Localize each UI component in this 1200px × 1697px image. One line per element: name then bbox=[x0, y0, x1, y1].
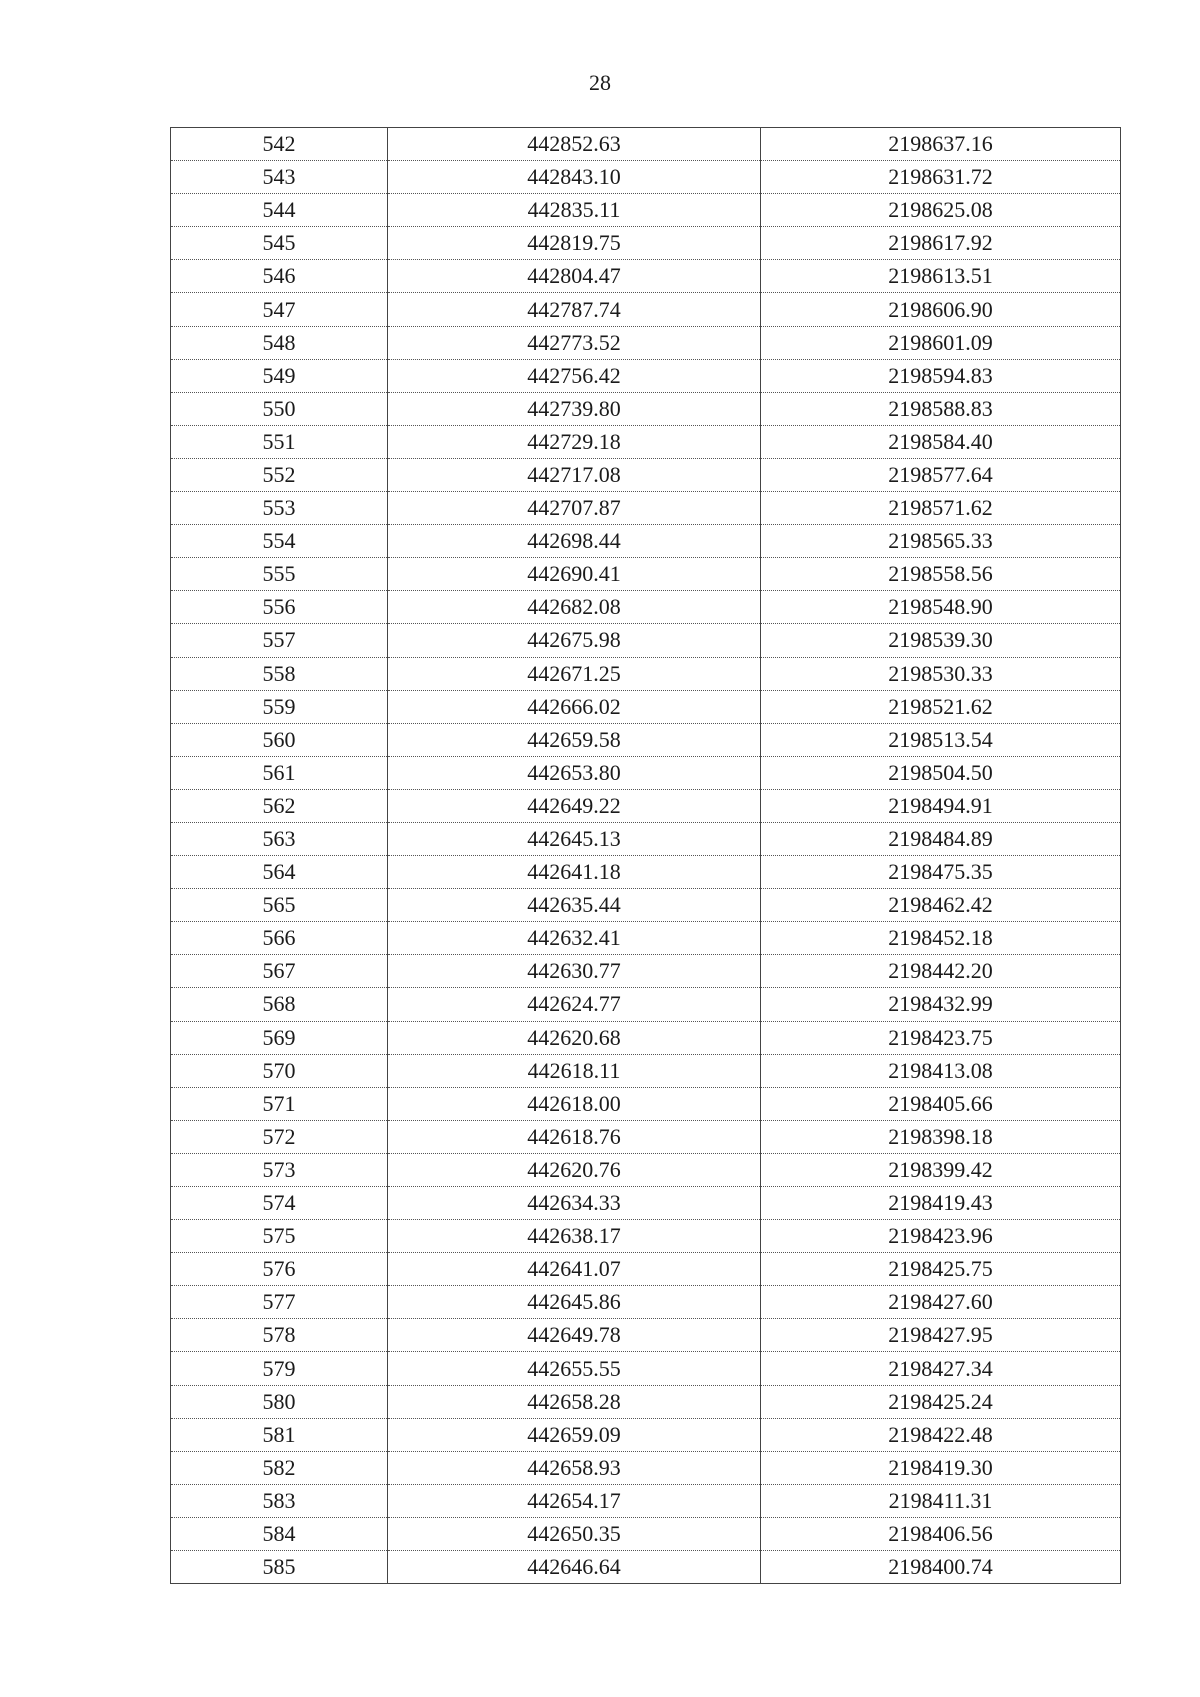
point-number-cell: 580 bbox=[171, 1385, 388, 1418]
y-coordinate-cell: 2198588.83 bbox=[761, 392, 1121, 425]
y-coordinate-cell: 2198558.56 bbox=[761, 558, 1121, 591]
point-number-cell: 549 bbox=[171, 359, 388, 392]
point-number-cell: 558 bbox=[171, 657, 388, 690]
point-number-cell: 563 bbox=[171, 822, 388, 855]
x-coordinate-cell: 442690.41 bbox=[388, 558, 761, 591]
x-coordinate-cell: 442756.42 bbox=[388, 359, 761, 392]
x-coordinate-cell: 442835.11 bbox=[388, 194, 761, 227]
table-row bbox=[171, 756, 1121, 789]
point-number-cell: 555 bbox=[171, 558, 388, 591]
table-row bbox=[171, 591, 1121, 624]
y-coordinate-cell: 2198427.34 bbox=[761, 1352, 1121, 1385]
y-coordinate-cell: 2198571.62 bbox=[761, 492, 1121, 525]
table-row bbox=[171, 128, 1121, 161]
x-coordinate-cell: 442641.07 bbox=[388, 1253, 761, 1286]
point-number-cell: 548 bbox=[171, 326, 388, 359]
y-coordinate-cell: 2198419.43 bbox=[761, 1187, 1121, 1220]
table-row bbox=[171, 194, 1121, 227]
x-coordinate-cell: 442682.08 bbox=[388, 591, 761, 624]
point-number-cell: 570 bbox=[171, 1054, 388, 1087]
point-number-cell: 547 bbox=[171, 293, 388, 326]
y-coordinate-cell: 2198399.42 bbox=[761, 1153, 1121, 1186]
point-number-cell: 559 bbox=[171, 690, 388, 723]
table-row bbox=[171, 955, 1121, 988]
point-number-cell: 575 bbox=[171, 1220, 388, 1253]
table-row bbox=[171, 525, 1121, 558]
table-row bbox=[171, 458, 1121, 491]
y-coordinate-cell: 2198601.09 bbox=[761, 326, 1121, 359]
y-coordinate-cell: 2198625.08 bbox=[761, 194, 1121, 227]
y-coordinate-cell: 2198406.56 bbox=[761, 1517, 1121, 1550]
x-coordinate-cell: 442624.77 bbox=[388, 988, 761, 1021]
y-coordinate-cell: 2198565.33 bbox=[761, 525, 1121, 558]
table-row bbox=[171, 1418, 1121, 1451]
y-coordinate-cell: 2198631.72 bbox=[761, 161, 1121, 194]
point-number-cell: 542 bbox=[171, 128, 388, 161]
table-row bbox=[171, 624, 1121, 657]
point-number-cell: 578 bbox=[171, 1319, 388, 1352]
table-row bbox=[171, 1551, 1121, 1584]
x-coordinate-cell: 442654.17 bbox=[388, 1484, 761, 1517]
x-coordinate-cell: 442655.55 bbox=[388, 1352, 761, 1385]
x-coordinate-cell: 442635.44 bbox=[388, 889, 761, 922]
y-coordinate-cell: 2198637.16 bbox=[761, 128, 1121, 161]
table-row bbox=[171, 161, 1121, 194]
x-coordinate-cell: 442658.28 bbox=[388, 1385, 761, 1418]
y-coordinate-cell: 2198411.31 bbox=[761, 1484, 1121, 1517]
y-coordinate-cell: 2198423.75 bbox=[761, 1021, 1121, 1054]
coordinate-table bbox=[170, 127, 1121, 1584]
y-coordinate-cell: 2198425.75 bbox=[761, 1253, 1121, 1286]
y-coordinate-cell: 2198513.54 bbox=[761, 723, 1121, 756]
x-coordinate-cell: 442650.35 bbox=[388, 1517, 761, 1550]
point-number-cell: 544 bbox=[171, 194, 388, 227]
y-coordinate-cell: 2198494.91 bbox=[761, 789, 1121, 822]
y-coordinate-cell: 2198539.30 bbox=[761, 624, 1121, 657]
y-coordinate-cell: 2198584.40 bbox=[761, 425, 1121, 458]
x-coordinate-cell: 442658.93 bbox=[388, 1451, 761, 1484]
y-coordinate-cell: 2198413.08 bbox=[761, 1054, 1121, 1087]
point-number-cell: 564 bbox=[171, 856, 388, 889]
x-coordinate-cell: 442729.18 bbox=[388, 425, 761, 458]
y-coordinate-cell: 2198442.20 bbox=[761, 955, 1121, 988]
x-coordinate-cell: 442645.86 bbox=[388, 1286, 761, 1319]
table-row bbox=[171, 1385, 1121, 1418]
table-row bbox=[171, 326, 1121, 359]
point-number-cell: 556 bbox=[171, 591, 388, 624]
point-number-cell: 574 bbox=[171, 1187, 388, 1220]
y-coordinate-cell: 2198452.18 bbox=[761, 922, 1121, 955]
x-coordinate-cell: 442671.25 bbox=[388, 657, 761, 690]
y-coordinate-cell: 2198594.83 bbox=[761, 359, 1121, 392]
table-row bbox=[171, 789, 1121, 822]
point-number-cell: 584 bbox=[171, 1517, 388, 1550]
x-coordinate-cell: 442630.77 bbox=[388, 955, 761, 988]
y-coordinate-cell: 2198521.62 bbox=[761, 690, 1121, 723]
table-row bbox=[171, 1253, 1121, 1286]
point-number-cell: 543 bbox=[171, 161, 388, 194]
point-number-cell: 577 bbox=[171, 1286, 388, 1319]
y-coordinate-cell: 2198613.51 bbox=[761, 260, 1121, 293]
point-number-cell: 583 bbox=[171, 1484, 388, 1517]
table-row bbox=[171, 822, 1121, 855]
table-row bbox=[171, 723, 1121, 756]
x-coordinate-cell: 442707.87 bbox=[388, 492, 761, 525]
table-row bbox=[171, 293, 1121, 326]
point-number-cell: 565 bbox=[171, 889, 388, 922]
table-row bbox=[171, 1021, 1121, 1054]
y-coordinate-cell: 2198548.90 bbox=[761, 591, 1121, 624]
table-row bbox=[171, 856, 1121, 889]
x-coordinate-cell: 442618.00 bbox=[388, 1087, 761, 1120]
x-coordinate-cell: 442717.08 bbox=[388, 458, 761, 491]
table-row bbox=[171, 492, 1121, 525]
point-number-cell: 567 bbox=[171, 955, 388, 988]
y-coordinate-cell: 2198617.92 bbox=[761, 227, 1121, 260]
x-coordinate-cell: 442739.80 bbox=[388, 392, 761, 425]
x-coordinate-cell: 442819.75 bbox=[388, 227, 761, 260]
point-number-cell: 581 bbox=[171, 1418, 388, 1451]
table-row bbox=[171, 1220, 1121, 1253]
table-row bbox=[171, 922, 1121, 955]
point-number-cell: 554 bbox=[171, 525, 388, 558]
y-coordinate-cell: 2198423.96 bbox=[761, 1220, 1121, 1253]
x-coordinate-cell: 442632.41 bbox=[388, 922, 761, 955]
table-row bbox=[171, 558, 1121, 591]
point-number-cell: 550 bbox=[171, 392, 388, 425]
x-coordinate-cell: 442620.68 bbox=[388, 1021, 761, 1054]
table-row bbox=[171, 1352, 1121, 1385]
y-coordinate-cell: 2198400.74 bbox=[761, 1551, 1121, 1584]
point-number-cell: 561 bbox=[171, 756, 388, 789]
x-coordinate-cell: 442852.63 bbox=[388, 128, 761, 161]
table-row bbox=[171, 1054, 1121, 1087]
x-coordinate-cell: 442659.09 bbox=[388, 1418, 761, 1451]
x-coordinate-cell: 442653.80 bbox=[388, 756, 761, 789]
x-coordinate-cell: 442645.13 bbox=[388, 822, 761, 855]
y-coordinate-cell: 2198475.35 bbox=[761, 856, 1121, 889]
table-row bbox=[171, 657, 1121, 690]
x-coordinate-cell: 442843.10 bbox=[388, 161, 761, 194]
table-row bbox=[171, 392, 1121, 425]
x-coordinate-cell: 442649.78 bbox=[388, 1319, 761, 1352]
table-row bbox=[171, 1319, 1121, 1352]
point-number-cell: 551 bbox=[171, 425, 388, 458]
table-row bbox=[171, 1120, 1121, 1153]
y-coordinate-cell: 2198504.50 bbox=[761, 756, 1121, 789]
y-coordinate-cell: 2198484.89 bbox=[761, 822, 1121, 855]
coordinate-table-body bbox=[171, 128, 1121, 1584]
point-number-cell: 545 bbox=[171, 227, 388, 260]
point-number-cell: 557 bbox=[171, 624, 388, 657]
x-coordinate-cell: 442618.76 bbox=[388, 1120, 761, 1153]
y-coordinate-cell: 2198405.66 bbox=[761, 1087, 1121, 1120]
table-row bbox=[171, 1286, 1121, 1319]
point-number-cell: 585 bbox=[171, 1551, 388, 1584]
point-number-cell: 546 bbox=[171, 260, 388, 293]
y-coordinate-cell: 2198398.18 bbox=[761, 1120, 1121, 1153]
y-coordinate-cell: 2198427.60 bbox=[761, 1286, 1121, 1319]
table-row bbox=[171, 690, 1121, 723]
x-coordinate-cell: 442646.64 bbox=[388, 1551, 761, 1584]
table-row bbox=[171, 889, 1121, 922]
x-coordinate-cell: 442804.47 bbox=[388, 260, 761, 293]
table-row bbox=[171, 1484, 1121, 1517]
table-row bbox=[171, 1153, 1121, 1186]
x-coordinate-cell: 442638.17 bbox=[388, 1220, 761, 1253]
point-number-cell: 569 bbox=[171, 1021, 388, 1054]
x-coordinate-cell: 442620.76 bbox=[388, 1153, 761, 1186]
x-coordinate-cell: 442659.58 bbox=[388, 723, 761, 756]
y-coordinate-cell: 2198530.33 bbox=[761, 657, 1121, 690]
point-number-cell: 573 bbox=[171, 1153, 388, 1186]
x-coordinate-cell: 442634.33 bbox=[388, 1187, 761, 1220]
x-coordinate-cell: 442618.11 bbox=[388, 1054, 761, 1087]
point-number-cell: 582 bbox=[171, 1451, 388, 1484]
table-row bbox=[171, 260, 1121, 293]
point-number-cell: 566 bbox=[171, 922, 388, 955]
y-coordinate-cell: 2198419.30 bbox=[761, 1451, 1121, 1484]
x-coordinate-cell: 442698.44 bbox=[388, 525, 761, 558]
table-row bbox=[171, 1087, 1121, 1120]
point-number-cell: 579 bbox=[171, 1352, 388, 1385]
y-coordinate-cell: 2198462.42 bbox=[761, 889, 1121, 922]
y-coordinate-cell: 2198427.95 bbox=[761, 1319, 1121, 1352]
x-coordinate-cell: 442787.74 bbox=[388, 293, 761, 326]
x-coordinate-cell: 442649.22 bbox=[388, 789, 761, 822]
point-number-cell: 562 bbox=[171, 789, 388, 822]
table-row bbox=[171, 988, 1121, 1021]
x-coordinate-cell: 442666.02 bbox=[388, 690, 761, 723]
y-coordinate-cell: 2198577.64 bbox=[761, 458, 1121, 491]
y-coordinate-cell: 2198432.99 bbox=[761, 988, 1121, 1021]
point-number-cell: 552 bbox=[171, 458, 388, 491]
table-row bbox=[171, 425, 1121, 458]
table-row bbox=[171, 1187, 1121, 1220]
point-number-cell: 553 bbox=[171, 492, 388, 525]
table-row bbox=[171, 359, 1121, 392]
point-number-cell: 572 bbox=[171, 1120, 388, 1153]
y-coordinate-cell: 2198606.90 bbox=[761, 293, 1121, 326]
x-coordinate-cell: 442641.18 bbox=[388, 856, 761, 889]
x-coordinate-cell: 442675.98 bbox=[388, 624, 761, 657]
x-coordinate-cell: 442773.52 bbox=[388, 326, 761, 359]
y-coordinate-cell: 2198425.24 bbox=[761, 1385, 1121, 1418]
point-number-cell: 568 bbox=[171, 988, 388, 1021]
point-number-cell: 560 bbox=[171, 723, 388, 756]
y-coordinate-cell: 2198422.48 bbox=[761, 1418, 1121, 1451]
table-row bbox=[171, 1517, 1121, 1550]
point-number-cell: 576 bbox=[171, 1253, 388, 1286]
table-row bbox=[171, 227, 1121, 260]
page-number: 28 bbox=[589, 70, 611, 95]
table-row bbox=[171, 1451, 1121, 1484]
point-number-cell: 571 bbox=[171, 1087, 388, 1120]
